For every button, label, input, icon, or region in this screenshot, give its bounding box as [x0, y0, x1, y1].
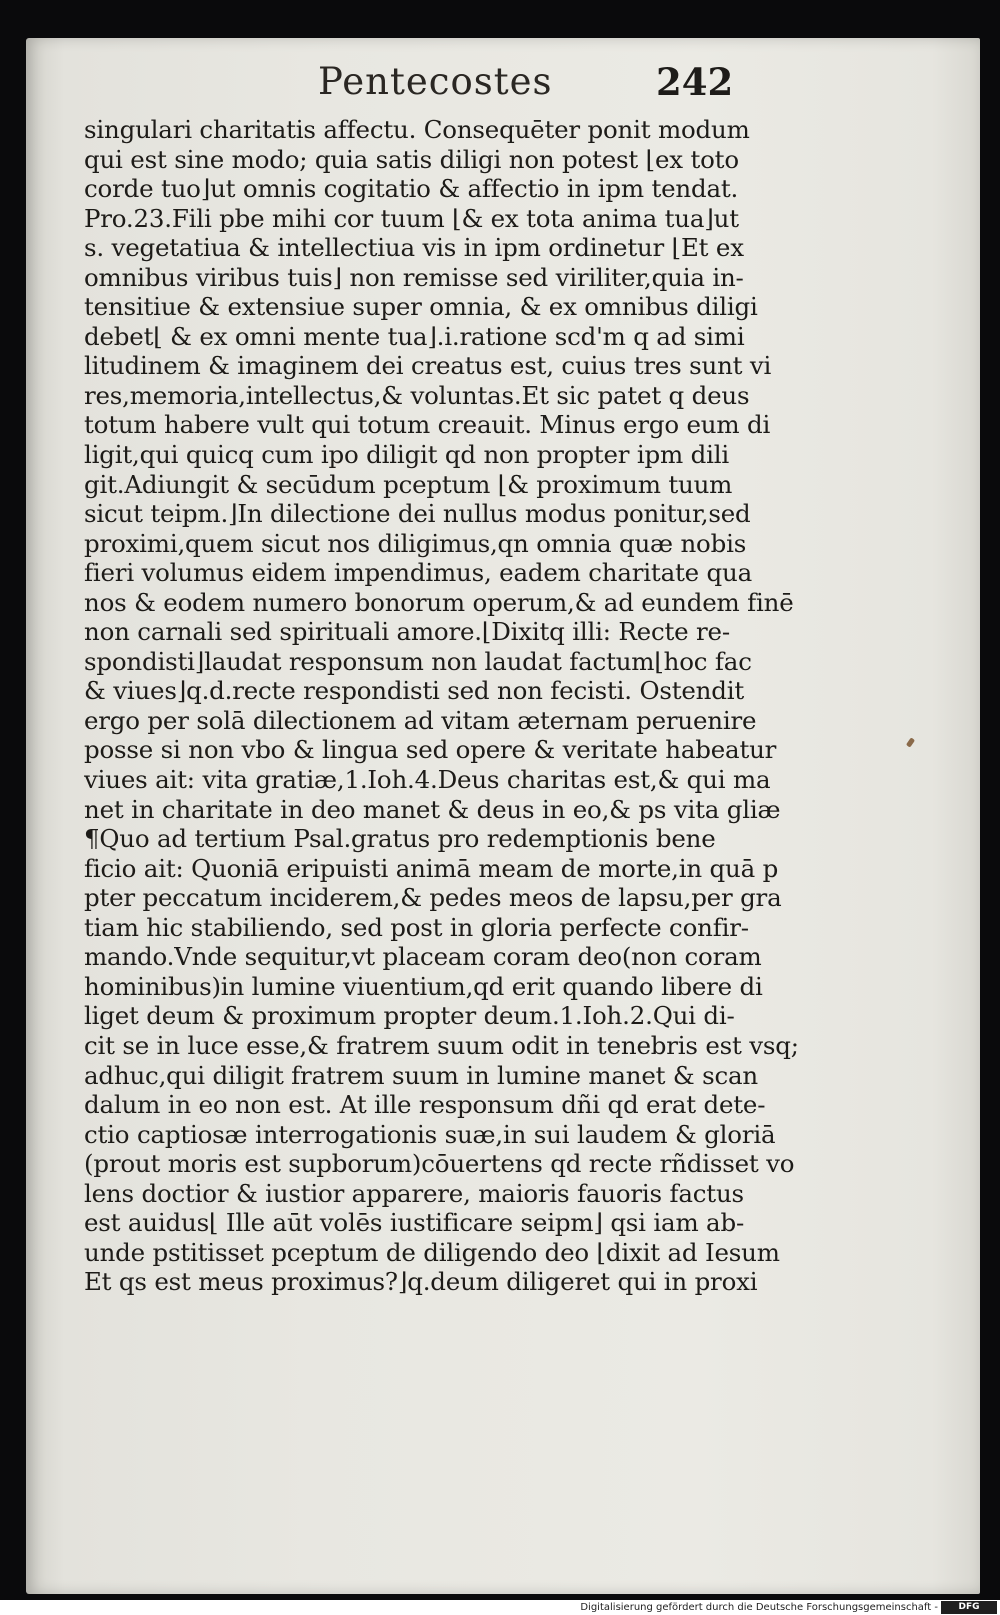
text-line: pter peccatum inciderem,& pedes meos de lapsu,per gra	[84, 883, 782, 913]
text-line: totum habere vult qui totum creauit. Minus ergo eum di	[84, 410, 771, 440]
text-line: mando.Vnde sequitur,vt placeam coram deo(non coram	[84, 942, 762, 972]
text-line: singulari charitatis affectu. Consequēter ponit modum	[84, 115, 750, 144]
text-line: non carnali sed spirituali amore.⌊Dixitq illi: Recte re-	[84, 617, 730, 647]
text-line: omnibus viribus tuis⌋ non remisse sed viriliter,quia in-	[84, 262, 744, 292]
text-line: tensitiue & extensiue super omnia, & ex omnibus diligi	[84, 292, 758, 322]
text-line: spondisti⌋laudat responsum non laudat factum⌊hoc fac	[84, 646, 752, 676]
text-line: adhuc,qui diligit fratrem suum in lumine manet & scan	[84, 1060, 758, 1090]
text-line: ligit,qui quicq cum ipo diligit qd non propter ipm dili	[84, 440, 729, 470]
book-page	[26, 38, 980, 1594]
dfg-logo: DFG	[941, 1601, 997, 1614]
text-line: liget deum & proximum propter deum.1.Ioh.2.Qui di-	[84, 1001, 735, 1031]
text-line: viues ait: vita gratiæ,1.Ioh.4.Deus charitas est,& qui ma	[84, 765, 771, 795]
body-text	[84, 115, 820, 1297]
text-line: fieri volumus eidem impendimus, eadem charitate qua	[84, 558, 752, 588]
text-line: cit se in luce esse,& fratrem suum odit in tenebris est vsq;	[84, 1030, 799, 1060]
text-line: debet⌊ & ex omni mente tua⌋.i.ratione scd'm q ad simi	[84, 321, 745, 351]
text-line: ficio ait: Quoniā eripuisti animā meam de morte,in quā p	[84, 853, 779, 883]
text-line: (prout moris est supborum)cōuertens qd recte rñdisset vo	[84, 1149, 795, 1179]
text-line: dalum in eo non est. At ille responsum dñi qd erat dete-	[84, 1090, 766, 1120]
text-line: hominibus)in lumine viuentium,qd erit quando libere di	[84, 971, 763, 1001]
ink-stain	[906, 737, 915, 747]
text-line: res,memoria,intellectus,& voluntas.Et sic patet q deus	[84, 380, 750, 410]
text-line: Pro.23.Fili pbe mihi cor tuum ⌊& ex tota anima tua⌋ut	[84, 203, 739, 233]
text-line: qui est sine modo; quia satis diligi non potest ⌊ex toto	[84, 144, 739, 174]
text-line: Et qs est meus proximus?⌋q.deum diligeret qui in proxi	[84, 1267, 758, 1297]
text-line: ¶Quo ad tertium Psal.gratus pro redemptionis bene	[84, 824, 716, 854]
funding-credit: Digitalisierung gefördert durch die Deutsche Forschungsgemeinschaft -	[580, 1602, 938, 1613]
text-line: unde pstitisset pceptum de diligendo deo ⌊dixit ad Iesum	[84, 1237, 780, 1267]
text-line: sicut teipm.⌋In dilectione dei nullus modus ponitur,sed	[84, 499, 751, 529]
text-line: posse si non vbo & lingua sed opere & veritate habeatur	[84, 735, 777, 765]
running-head: Pentecostes	[318, 60, 553, 103]
text-line: est auidus⌊ Ille aūt volēs iustificare seipm⌋ qsi iam ab-	[84, 1208, 745, 1238]
text-line: corde tuo⌋ut omnis cogitatio & affectio in ipm tendat.	[84, 174, 739, 204]
text-line: lens doctior & iustior apparere, maioris fauoris factus	[84, 1178, 744, 1208]
text-line: ctio captiosæ interrogationis suæ,in sui laudem & gloriā	[84, 1119, 776, 1149]
text-line: proximi,quem sicut nos diligimus,qn omnia quæ nobis	[84, 528, 747, 558]
text-line: net in charitate in deo manet & deus in eo,& ps vita gliæ	[84, 794, 781, 824]
page-number: 242	[656, 60, 734, 104]
text-line: tiam hic stabiliendo, sed post in gloria perfecte confir-	[84, 912, 749, 942]
text-line: ergo per solā dilectionem ad vitam æternam peruenire	[84, 705, 757, 735]
page-header	[26, 60, 980, 112]
digitization-footer	[0, 1600, 1000, 1615]
text-line: & viues⌋q.d.recte respondisti sed non fecisti. Ostendit	[84, 676, 744, 706]
text-line: git.Adiungit & secūdum pceptum ⌊& proximum tuum	[84, 469, 733, 499]
text-line: nos & eodem numero bonorum operum,& ad eundem finē	[84, 587, 794, 617]
text-line: s. vegetatiua & intellectiua vis in ipm ordinetur ⌊Et ex	[84, 233, 744, 263]
text-line: litudinem & imaginem dei creatus est, cuius tres sunt vi	[84, 351, 772, 381]
